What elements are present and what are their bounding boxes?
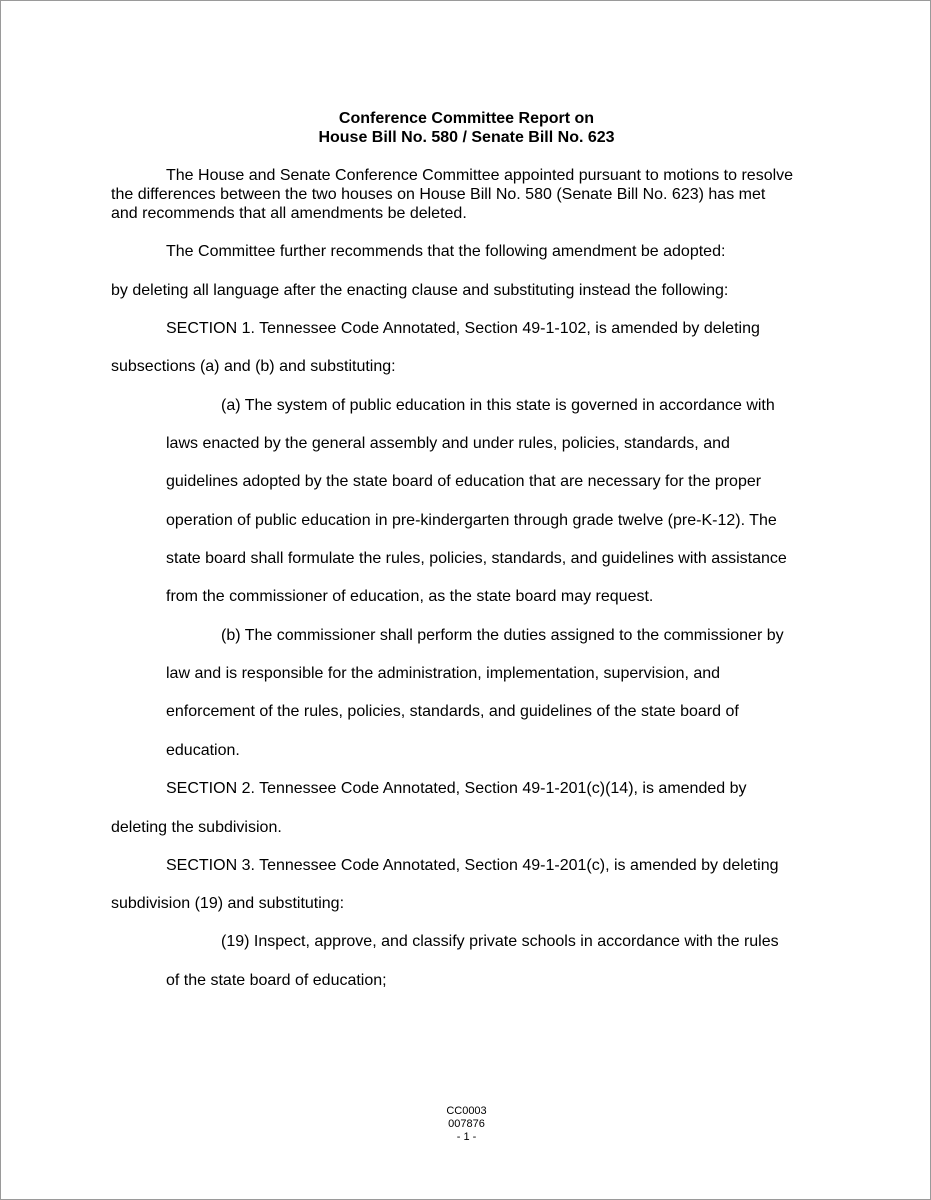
subdivision-19-line: (19) Inspect, approve, and classify private schools in accordance with the rules bbox=[221, 933, 779, 950]
intro-paragraph bbox=[111, 166, 823, 223]
section-1-line: subsections (a) and (b) and substituting: bbox=[111, 358, 396, 375]
subsection-a-line: state board shall formulate the rules, policies, standards, and guidelines with assistance bbox=[166, 550, 787, 567]
subsection-b-line: (b) The commissioner shall perform the duties assigned to the commissioner by bbox=[221, 627, 784, 644]
subsection-a-line: (a) The system of public education in this state is governed in accordance with bbox=[221, 397, 775, 414]
intro-line: The House and Senate Conference Committee appointed pursuant to motions to resolve bbox=[166, 167, 794, 184]
subsection-a-line: from the commissioner of education, as the state board may request. bbox=[166, 588, 654, 605]
footer-code: CC0003 bbox=[446, 1105, 487, 1117]
section-3-heading: SECTION 3. Tennessee Code Annotated, Section 49-1-201(c), is amended by deleting bbox=[166, 857, 779, 874]
deleting-clause-line: by deleting all language after the enacting clause and substituting instead the following: bbox=[111, 282, 729, 299]
page-number: - 1 - bbox=[456, 1131, 477, 1143]
document-title-line-1: Conference Committee Report on bbox=[338, 110, 595, 127]
recommendation-line: The Committee further recommends that the following amendment be adopted: bbox=[166, 243, 726, 260]
subsection-a-line: operation of public education in pre-kindergarten through grade twelve (pre-K-12). The bbox=[166, 512, 777, 529]
subsection-a-line: laws enacted by the general assembly and under rules, policies, standards, and bbox=[166, 435, 730, 452]
section-3-line: subdivision (19) and substituting: bbox=[111, 895, 345, 912]
footer-number: 007876 bbox=[448, 1118, 485, 1130]
subsection-b-line: education. bbox=[166, 742, 240, 759]
subsection-b-line: law and is responsible for the administration, implementation, supervision, and bbox=[166, 665, 721, 682]
intro-line: the differences between the two houses on House Bill No. 580 (Senate Bill No. 623) has met bbox=[111, 186, 766, 203]
section-2-heading: SECTION 2. Tennessee Code Annotated, Section 49-1-201(c)(14), is amended by bbox=[166, 780, 747, 797]
subsection-a-line: guidelines adopted by the state board of education that are necessary for the proper bbox=[166, 473, 762, 490]
document-title-line-2: House Bill No. 580 / Senate Bill No. 623 bbox=[318, 129, 615, 146]
section-2-line: deleting the subdivision. bbox=[111, 819, 282, 836]
subsection-b-line: enforcement of the rules, policies, standards, and guidelines of the state board of bbox=[166, 703, 739, 720]
subdivision-19-line: of the state board of education; bbox=[166, 972, 387, 989]
intro-line: and recommends that all amendments be deleted. bbox=[111, 205, 467, 222]
section-1-heading: SECTION 1. Tennessee Code Annotated, Section 49-1-102, is amended by deleting bbox=[166, 320, 760, 337]
